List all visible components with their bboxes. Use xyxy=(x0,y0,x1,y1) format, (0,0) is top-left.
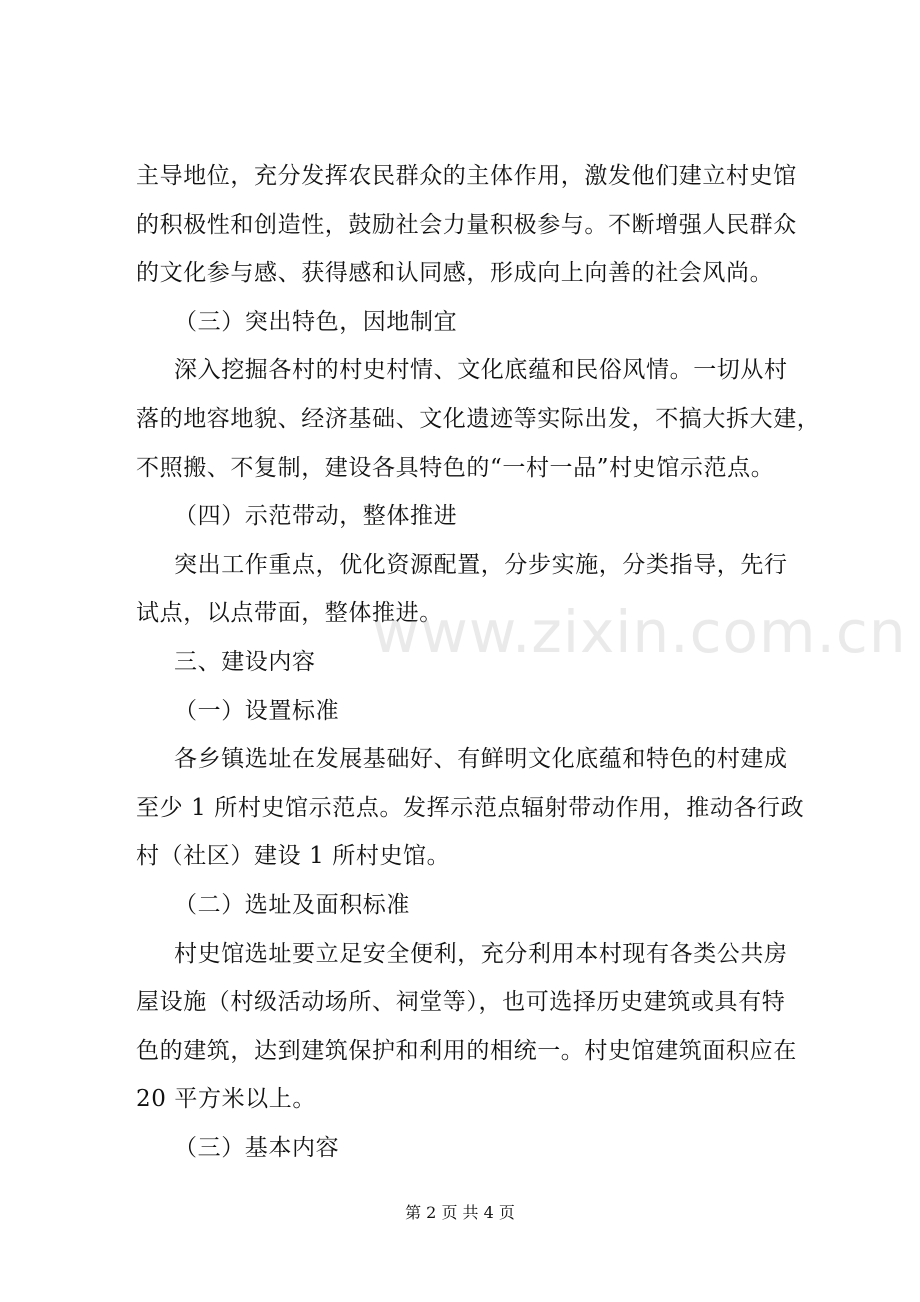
paragraph-line: 试点，以点带面，整体推进。 xyxy=(136,600,443,627)
paragraph-line: 深入挖掘各村的村史村情、文化底蕴和民俗风情。一切从村 xyxy=(174,357,788,384)
paragraph-line: 至少 1 所村史馆示范点。发挥示范点辐射带动作用，推动各行政 xyxy=(136,794,805,821)
paragraph-line: 落的地容地貌、经济基础、文化遗迹等实际出发，不搞大拆大建， xyxy=(136,405,821,432)
paragraph-line: 色的建筑，达到建筑保护和利用的相统一。村史馆建筑面积应在 xyxy=(136,1037,797,1064)
paragraph-line: （三）突出特色，因地制宜 xyxy=(174,308,458,335)
paragraph-line: （二）选址及面积标准 xyxy=(174,891,410,918)
paragraph-line: 主导地位，充分发挥农民群众的主体作用，激发他们建立村史馆 xyxy=(136,163,797,189)
paragraph-line: （三）基本内容 xyxy=(174,1134,340,1161)
paragraph-line: 的文化参与感、获得感和认同感，形成向上向善的社会风尚。 xyxy=(136,260,774,287)
paragraph-line: （一）设置标准 xyxy=(174,697,340,724)
paragraph-line: 屋设施（村级活动场所、祠堂等），也可选择历史建筑或具有特 xyxy=(136,989,786,1016)
paragraph-line: 各乡镇选址在发展基础好、有鲜明文化底蕴和特色的村建成 xyxy=(174,746,788,773)
paragraph-line: 三、建设内容 xyxy=(174,648,316,675)
watermark: www.zixin.com.cn xyxy=(372,598,907,666)
paragraph-line: 村史馆选址要立足安全便利，充分利用本村现有各类公共房 xyxy=(174,940,788,967)
paragraph-line: （四）示范带动，整体推进 xyxy=(174,503,458,530)
paragraph-line: 不照搬、不复制，建设各具特色的“一村一品”村史馆示范点。 xyxy=(136,454,775,481)
paragraph-line: 20 平方米以上。 xyxy=(136,1086,316,1113)
paragraph-line: 村（社区）建设 1 所村史馆。 xyxy=(136,843,451,870)
page-footer: 第 2 页 共 4 页 xyxy=(405,1203,515,1222)
paragraph-line: 突出工作重点，优化资源配置，分步实施，分类指导，先行 xyxy=(174,551,788,578)
paragraph-line: 的积极性和创造性，鼓励社会力量积极参与。不断增强人民群众 xyxy=(136,211,797,238)
